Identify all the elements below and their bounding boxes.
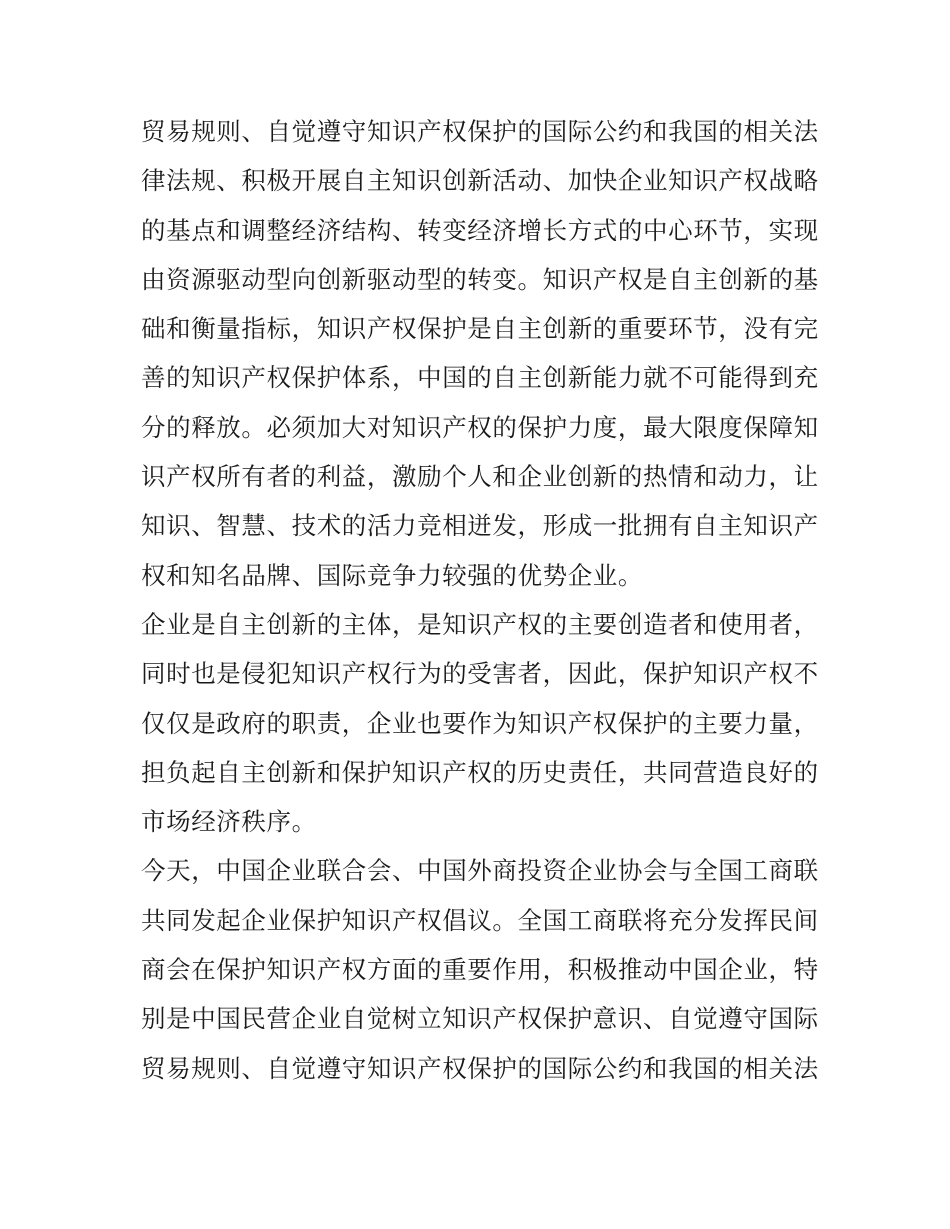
text-line: 别是中国民营企业自觉树立知识产权保护意识、自觉遵守国际: [141, 1004, 819, 1034]
text-line: 今天，中国企业联合会、中国外商投资企业协会与全国工商联: [141, 856, 819, 886]
text-line: 商会在保护知识产权方面的重要作用，积极推动中国企业，特: [141, 955, 819, 985]
text-line: 仅仅是政府的职责，企业也要作为知识产权保护的主要力量，: [141, 708, 819, 738]
text-line: 企业是自主创新的主体，是知识产权的主要创造者和使用者，: [141, 609, 819, 639]
text-line: 善的知识产权保护体系，中国的自主创新能力就不可能得到充: [141, 363, 819, 393]
text-line: 础和衡量指标，知识产权保护是自主创新的重要环节，没有完: [141, 314, 819, 344]
text-line: 由资源驱动型向创新驱动型的转变。知识产权是自主创新的基: [141, 264, 819, 294]
text-line: 市场经济秩序。: [141, 807, 317, 837]
text-line: 分的释放。必须加大对知识产权的保护力度，最大限度保障知: [141, 412, 819, 442]
text-line: 贸易规则、自觉遵守知识产权保护的国际公约和我国的相关法: [141, 1053, 819, 1083]
text-line: 知识、智慧、技术的活力竞相迸发，形成一批拥有自主知识产: [141, 511, 819, 541]
text-line: 的基点和调整经济结构、转变经济增长方式的中心环节，实现: [141, 215, 819, 245]
text-line: 贸易规则、自觉遵守知识产权保护的国际公约和我国的相关法: [141, 117, 819, 146]
text-line: 担负起自主创新和保护知识产权的历史责任，共同营造良好的: [141, 757, 819, 787]
text-line: 同时也是侵犯知识产权行为的受害者，因此，保护知识产权不: [141, 659, 819, 689]
text-line: 识产权所有者的利益，激励个人和企业创新的热情和动力，让: [141, 462, 819, 492]
text-line: 共同发起企业保护知识产权倡议。全国工商联将充分发挥民间: [141, 905, 819, 935]
body-text: [141, 107, 821, 1093]
text-line: 权和知名品牌、国际竞争力较强的优势企业。: [141, 560, 643, 590]
text-line: 律法规、积极开展自主知识创新活动、加快企业知识产权战略: [141, 166, 819, 196]
